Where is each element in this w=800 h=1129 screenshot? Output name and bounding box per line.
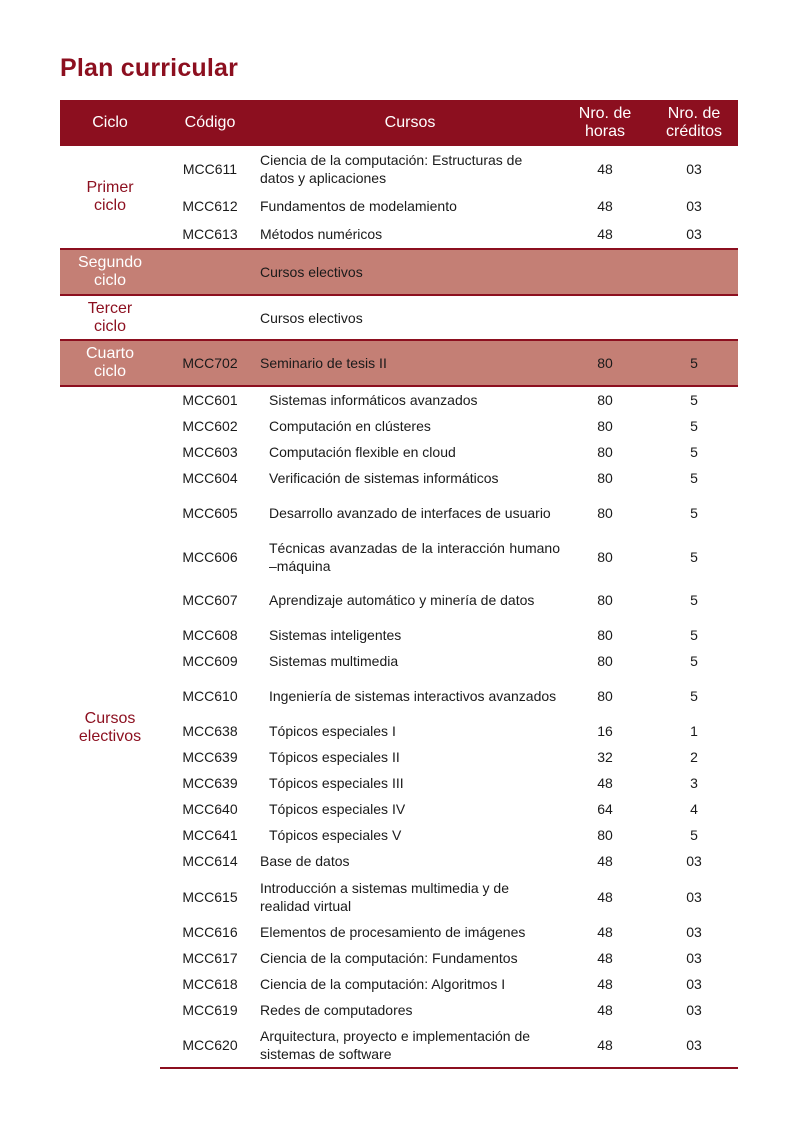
course-name: Elementos de procesamiento de imágenes bbox=[260, 924, 526, 940]
cycle-label-primer bbox=[60, 146, 160, 249]
header-horas bbox=[560, 100, 650, 146]
course-hours: 48 bbox=[560, 1023, 650, 1068]
course-name: Introducción a sistemas multimedia y de realidad virtual bbox=[260, 879, 509, 914]
course-hours: 48 bbox=[597, 950, 613, 966]
course-code: MCC611 bbox=[182, 161, 238, 177]
course-name: Ingeniería de sistemas interactivos avanzados bbox=[269, 688, 557, 704]
course-name: Verificación de sistemas informáticos bbox=[269, 470, 499, 486]
course-hours: 48 bbox=[597, 161, 613, 177]
course-code: MCC603 bbox=[182, 444, 238, 460]
cycle-label-line: Tercer bbox=[87, 299, 133, 317]
course-name: Sistemas inteligentes bbox=[269, 627, 402, 643]
table-row bbox=[60, 386, 738, 413]
course-name: Tópicos especiales I bbox=[269, 723, 396, 739]
course-hours: 48 bbox=[597, 924, 613, 940]
course-code: MCC605 bbox=[182, 505, 238, 521]
course-code: MCC615 bbox=[182, 888, 238, 905]
course-code bbox=[160, 249, 260, 295]
course-credits: 03 bbox=[686, 976, 702, 992]
cycle-label-line: Segundo bbox=[77, 254, 143, 271]
course-name: Desarrollo avanzado de interfaces de usuario bbox=[269, 505, 551, 521]
course-code: MCC614 bbox=[182, 853, 238, 869]
course-code: MCC604 bbox=[182, 470, 238, 486]
course-credits bbox=[650, 295, 738, 340]
course-credits: 03 bbox=[650, 1023, 738, 1068]
header-creditos bbox=[650, 100, 738, 146]
course-name: Fundamentos de modelamiento bbox=[260, 198, 457, 214]
header-codigo: Código bbox=[160, 100, 260, 146]
table-row bbox=[60, 622, 738, 648]
course-credits: 03 bbox=[686, 853, 702, 869]
course-credits: 5 bbox=[650, 386, 738, 413]
course-credits: 03 bbox=[686, 198, 702, 214]
cycle-label-line: ciclo bbox=[93, 197, 126, 214]
table-row bbox=[60, 249, 738, 295]
course-hours: 80 bbox=[597, 592, 613, 608]
course-hours: 32 bbox=[597, 749, 613, 765]
course-code: MCC617 bbox=[182, 950, 238, 966]
course-code: MCC610 bbox=[182, 688, 238, 704]
course-credits: 5 bbox=[690, 653, 698, 669]
table-row bbox=[60, 295, 738, 340]
table-row bbox=[60, 674, 738, 718]
course-name: Computación en clústeres bbox=[269, 418, 431, 434]
course-hours: 80 bbox=[597, 418, 613, 434]
cycle-label-line: ciclo bbox=[93, 363, 126, 380]
course-credits: 03 bbox=[686, 1002, 702, 1018]
course-credits: 5 bbox=[690, 827, 698, 843]
table-row bbox=[60, 744, 738, 770]
table-row bbox=[60, 1023, 738, 1068]
table-row bbox=[60, 971, 738, 997]
cycle-label-cuarto bbox=[60, 340, 160, 386]
curriculum-table bbox=[60, 100, 738, 1069]
course-name: Seminario de tesis II bbox=[260, 340, 560, 386]
course-name: Sistemas informáticos avanzados bbox=[260, 386, 560, 413]
course-credits: 3 bbox=[690, 775, 698, 791]
course-name: Tópicos especiales IV bbox=[269, 801, 406, 817]
course-hours: 80 bbox=[597, 627, 613, 643]
course-hours: 80 bbox=[597, 444, 613, 460]
table-row bbox=[60, 439, 738, 465]
course-credits: 03 bbox=[686, 226, 702, 242]
table-row bbox=[60, 919, 738, 945]
course-name: Base de datos bbox=[260, 853, 350, 869]
table-row bbox=[60, 648, 738, 674]
course-credits: 4 bbox=[690, 801, 698, 817]
cycle-label-electivos bbox=[60, 386, 160, 1068]
cycle-label-line: electivos bbox=[78, 727, 142, 745]
table-row bbox=[60, 465, 738, 491]
header-horas-line1: Nro. de bbox=[578, 105, 632, 122]
table-row bbox=[60, 997, 738, 1023]
course-name: Redes de computadores bbox=[260, 1002, 413, 1018]
course-name: Aprendizaje automático y minería de datos bbox=[269, 592, 535, 608]
course-code: MCC639 bbox=[182, 775, 238, 791]
course-hours: 48 bbox=[597, 853, 613, 869]
course-hours: 80 bbox=[597, 653, 613, 669]
table-row bbox=[60, 848, 738, 874]
course-credits: 5 bbox=[690, 418, 698, 434]
header-row bbox=[60, 100, 738, 146]
course-hours: 48 bbox=[597, 198, 613, 214]
course-hours: 48 bbox=[597, 775, 613, 791]
cycle-label-line: ciclo bbox=[93, 317, 126, 335]
course-credits bbox=[650, 249, 738, 295]
course-hours: 80 bbox=[597, 827, 613, 843]
course-code: MCC640 bbox=[182, 801, 238, 817]
course-code: MCC641 bbox=[182, 827, 238, 843]
course-credits: 5 bbox=[650, 340, 738, 386]
course-hours: 80 bbox=[560, 386, 650, 413]
cycle-label-line: Cuarto bbox=[85, 345, 135, 362]
course-code: MCC638 bbox=[182, 723, 238, 739]
course-code: MCC620 bbox=[160, 1023, 260, 1068]
cycle-label-line: Cursos bbox=[84, 709, 136, 727]
course-code: MCC702 bbox=[160, 340, 260, 386]
course-hours: 80 bbox=[560, 340, 650, 386]
cycle-label-tercer bbox=[60, 295, 160, 340]
course-code: MCC639 bbox=[182, 749, 238, 765]
course-credits: 03 bbox=[686, 888, 702, 905]
table-row bbox=[60, 796, 738, 822]
course-code: MCC607 bbox=[182, 592, 238, 608]
course-credits: 5 bbox=[690, 688, 698, 704]
course-hours: 64 bbox=[597, 801, 613, 817]
course-name: Técnicas avanzadas de la interacción humano –máquina bbox=[269, 539, 560, 574]
table-row bbox=[60, 945, 738, 971]
course-code: MCC616 bbox=[182, 924, 238, 940]
header-creditos-line2: créditos bbox=[665, 123, 723, 140]
course-credits: 5 bbox=[690, 548, 698, 565]
course-hours bbox=[560, 295, 650, 340]
cycle-label-line: Primer bbox=[86, 179, 134, 196]
course-name: Cursos electivos bbox=[260, 295, 560, 340]
table-row bbox=[60, 413, 738, 439]
course-name: Computación flexible en cloud bbox=[269, 444, 456, 460]
course-hours: 80 bbox=[597, 688, 613, 704]
cycle-label-segundo bbox=[60, 249, 160, 295]
course-credits: 5 bbox=[690, 505, 698, 521]
table-row bbox=[60, 718, 738, 744]
course-credits: 5 bbox=[690, 470, 698, 486]
course-name: Tópicos especiales V bbox=[269, 827, 402, 843]
course-credits: 2 bbox=[690, 749, 698, 765]
course-code: MCC612 bbox=[182, 198, 238, 214]
table-row bbox=[60, 146, 738, 192]
course-hours: 48 bbox=[597, 226, 613, 242]
course-hours: 16 bbox=[597, 723, 613, 739]
course-credits: 1 bbox=[690, 723, 698, 739]
course-code: MCC602 bbox=[182, 418, 238, 434]
course-code: MCC613 bbox=[182, 226, 238, 242]
course-hours: 48 bbox=[597, 1002, 613, 1018]
course-name: Tópicos especiales II bbox=[269, 749, 400, 765]
cycle-label-line: ciclo bbox=[93, 272, 126, 289]
course-code: MCC609 bbox=[182, 653, 238, 669]
table-row bbox=[60, 340, 738, 386]
course-hours: 48 bbox=[597, 888, 613, 905]
page-title: Plan curricular bbox=[60, 54, 239, 82]
course-name: Arquitectura, proyecto e implementación de sistemas de software bbox=[260, 1023, 560, 1068]
table-row bbox=[60, 770, 738, 796]
course-name: Sistemas multimedia bbox=[269, 653, 399, 669]
course-code: MCC601 bbox=[160, 386, 260, 413]
course-hours: 80 bbox=[597, 505, 613, 521]
header-ciclo: Ciclo bbox=[60, 100, 160, 146]
course-credits: 5 bbox=[690, 627, 698, 643]
course-credits: 5 bbox=[690, 444, 698, 460]
table-row bbox=[60, 491, 738, 535]
table-row bbox=[60, 874, 738, 919]
course-code: MCC618 bbox=[182, 976, 238, 992]
course-hours: 48 bbox=[597, 976, 613, 992]
course-code bbox=[160, 295, 260, 340]
course-name: Tópicos especiales III bbox=[269, 775, 404, 791]
table-row bbox=[60, 535, 738, 578]
course-credits: 5 bbox=[690, 592, 698, 608]
table-row bbox=[60, 578, 738, 622]
header-cursos: Cursos bbox=[260, 100, 560, 146]
course-name: Ciencia de la computación: Algoritmos I bbox=[260, 976, 506, 992]
course-code: MCC606 bbox=[182, 548, 238, 565]
course-credits: 03 bbox=[686, 161, 702, 177]
course-hours: 80 bbox=[597, 470, 613, 486]
course-name: Métodos numéricos bbox=[260, 226, 383, 242]
course-code: MCC619 bbox=[182, 1002, 238, 1018]
course-code: MCC608 bbox=[182, 627, 238, 643]
table-row bbox=[60, 220, 738, 249]
table-row bbox=[60, 192, 738, 220]
course-name: Ciencia de la computación: Fundamentos bbox=[260, 950, 518, 966]
header-horas-line2: horas bbox=[584, 123, 626, 140]
course-credits: 03 bbox=[686, 950, 702, 966]
table-row bbox=[60, 822, 738, 848]
course-name: Cursos electivos bbox=[260, 249, 560, 295]
course-credits: 03 bbox=[686, 924, 702, 940]
course-hours: 80 bbox=[597, 548, 613, 565]
header-creditos-line1: Nro. de bbox=[667, 105, 721, 122]
course-hours bbox=[560, 249, 650, 295]
course-name: Ciencia de la computación: Estructuras de datos y aplicaciones bbox=[260, 152, 523, 186]
